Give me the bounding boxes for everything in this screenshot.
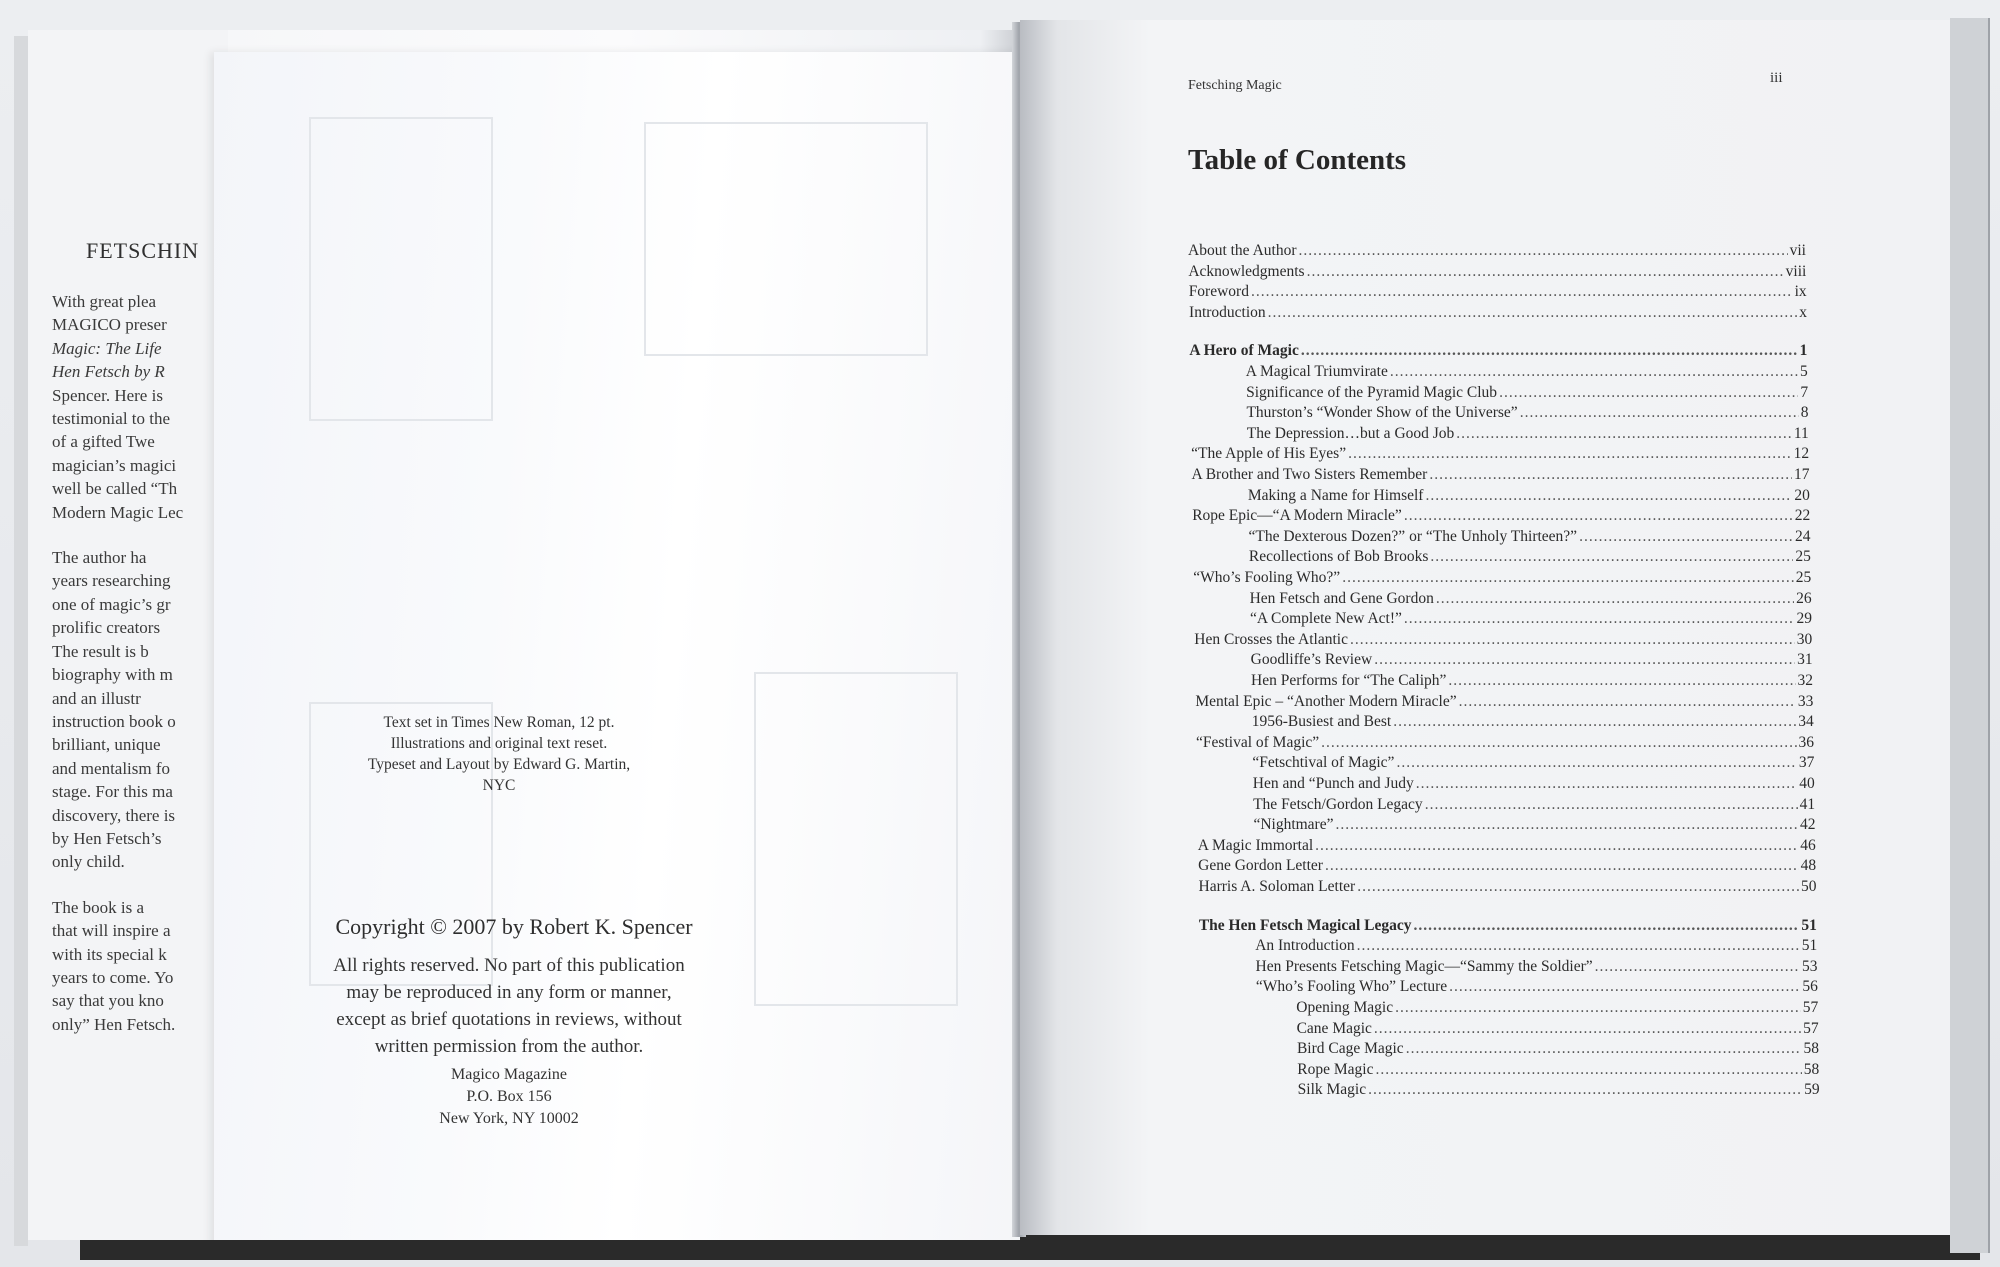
toc-entry-page: 34 [1798,713,1814,731]
toc-entry-title: An Introduction [1255,937,1355,955]
right-page [1020,20,1950,1235]
toc-leader-dots [1404,507,1793,525]
toc-leader-dots [1416,775,1798,793]
publisher-line: Magico Magazine [451,1066,567,1083]
toc-entry-page: 1 [1799,342,1808,360]
toc-entry-page: 57 [1803,1019,1819,1037]
toc-leader-dots [1430,548,1793,566]
toc-entry-page: 56 [1802,978,1818,996]
toc-leader-dots [1395,999,1801,1017]
toc-entry-page: 37 [1798,754,1815,772]
toc-leader-dots [1368,1081,1802,1099]
toc-leader-dots [1348,445,1792,463]
toc-leader-dots [1459,693,1796,711]
underlying-line: well be called “Th [52,479,178,499]
toc-entry-page: 53 [1802,957,1818,975]
toc-entry-title: Harris A. Soloman Letter [1198,878,1356,895]
toc-entry-page: 51 [1801,937,1818,955]
toc-entry-page: 59 [1804,1081,1820,1099]
toc-entry [1253,775,1815,796]
toc-entry-page: 57 [1802,999,1819,1016]
toc-entry [1193,569,1811,590]
underlying-line: Spencer. Here is [52,385,163,405]
toc-entry-title: Hen Performs for “The Caliph” [1251,672,1447,689]
rights-line: written permission from the author. [374,1036,644,1057]
toc-entry-page: 25 [1795,548,1811,566]
rights-line: except as brief quotations in reviews, without [336,1009,682,1030]
toc-entry-title: Hen Fetsch and Gene Gordon [1249,589,1434,607]
toc-entry-page: 31 [1797,651,1813,669]
toc-entry-page: 29 [1796,610,1812,628]
toc-entry-page: viii [1785,262,1807,280]
toc-entry-page: 58 [1803,1060,1820,1078]
toc-entry-title: The Hen Fetsch Magical Legacy [1198,916,1412,934]
toc-entry [1192,466,1810,487]
toc-leader-dots [1335,816,1797,834]
toc-entry-title: “Who’s Fooling Who” Lecture [1255,978,1448,996]
toc-entry-page: 8 [1800,404,1809,422]
toc-entry-title: Acknowledgments [1188,262,1305,280]
underlying-line: Modern Magic Lec [52,502,184,522]
toc-entry [1192,507,1810,528]
toc-entry [1246,363,1808,384]
colophon-line: Text set in Times New Roman, 12 pt. [383,714,615,731]
toc-leader-dots [1456,425,1792,443]
toc-entry [1253,816,1815,837]
toc-entry [1199,917,1817,938]
toc-entry-page: 30 [1796,630,1813,648]
toc-entry [1297,1020,1819,1041]
toc-entry [1249,528,1811,549]
toc-entry-title: About the Author [1188,242,1297,259]
toc-title: Table of Contents [1188,144,1407,176]
toc-entry-title: Thurston’s “Wonder Show of the Universe” [1246,404,1518,422]
toc-leader-dots [1449,978,1800,996]
underlying-line: with its special k [52,944,167,964]
publisher-line: New York, NY 10002 [439,1110,579,1127]
toc-entry [1196,734,1814,755]
book-cover-edge-left [14,36,28,1246]
toc-leader-dots [1404,610,1795,628]
toc-entry-page: 7 [1800,383,1809,401]
toc-leader-dots [1595,958,1800,976]
toc-entry-title: Rope Magic [1297,1060,1374,1078]
toc-entry [1247,425,1809,446]
page-number: iii [1770,70,1783,86]
toc-entry [1191,445,1809,466]
toc-leader-dots [1299,242,1788,260]
toc-entry-title: “The Dexterous Dozen?” or “The Unholy Thirteen?” [1248,527,1578,545]
toc-leader-dots [1350,631,1795,649]
show-through-illustration [754,672,958,1006]
toc-entry-title: Cane Magic [1296,1019,1372,1037]
toc-leader-dots [1342,569,1794,587]
underlying-line: The author ha [52,548,147,568]
toc-entry-page: 22 [1794,507,1811,525]
toc-leader-dots [1429,466,1792,484]
toc-leader-dots [1251,283,1793,301]
underlying-line: The result is b [52,641,149,661]
underlying-line: of a gifted Twe [52,432,155,452]
toc-leader-dots [1520,404,1799,422]
underlying-line: instruction book o [52,711,176,731]
toc-leader-dots [1436,590,1794,608]
toc-entry-title: Significance of the Pyramid Magic Club [1246,383,1498,401]
toc-entry [1195,693,1813,714]
toc-entry [1250,590,1812,611]
underlying-line: testimonial to the [52,409,171,429]
toc-entry-title: “The Apple of His Eyes” [1191,445,1347,463]
underlying-line: stage. For this ma [52,782,173,802]
toc-leader-dots [1406,1040,1802,1058]
rights-statement [314,952,704,1060]
toc-entry-title: Bird Cage Magic [1296,1040,1404,1058]
toc-entry-title: Introduction [1189,303,1266,321]
toc-entry-title: Hen Crosses the Atlantic [1194,630,1348,648]
toc-leader-dots [1315,837,1798,855]
toc-entry [1296,999,1818,1020]
toc-entry-page: 26 [1796,589,1812,607]
toc-leader-dots [1325,857,1799,875]
toc-entry-title: The Fetsch/Gordon Legacy [1253,795,1423,813]
underlying-line: The book is a [52,897,145,917]
toc-entry [1256,978,1818,999]
toc-leader-dots [1374,1020,1801,1038]
underlying-page [28,30,228,1240]
toc-entry [1189,342,1807,363]
toc-entry-page: 41 [1799,795,1816,813]
book-cover-edge-right [1950,18,1990,1253]
show-through-illustration [644,122,928,356]
rights-line: may be reproduced in any form or manner, [346,982,672,1003]
publisher-address [394,1064,624,1130]
underlying-line: discovery, there is [52,805,176,825]
toc-entry [1188,242,1806,263]
toc-entry-page: 58 [1803,1040,1819,1058]
toc-leader-dots [1376,1061,1802,1079]
underlying-line: biography with m [52,665,173,685]
toc-entry [1246,404,1808,425]
toc-leader-dots [1393,713,1796,731]
toc-entry-title: “Festival of Magic” [1196,733,1320,751]
toc-entry [1194,631,1812,652]
toc-entry-title: Recollections of Bob Brooks [1248,548,1429,566]
toc-entry-page: 40 [1799,775,1815,792]
toc-entry [1189,304,1807,325]
toc-entry-page: 51 [1801,916,1817,934]
toc-entry-title: Hen Presents Fetsching Magic—“Sammy the Soldier” [1255,957,1593,975]
toc-entry [1297,1061,1819,1082]
toc-entry [1298,1081,1820,1102]
toc-entry-title: “Nightmare” [1253,816,1334,834]
underlying-line: by Hen Fetsch’s [52,828,162,848]
show-through-illustration [309,117,493,421]
underlying-line: and mentalism fo [52,758,171,778]
toc-entry-page: 36 [1798,733,1815,751]
underlying-page-title: FETSCHIN [86,238,200,263]
toc-leader-dots [1499,384,1798,402]
toc-entry-title: Making a Name for Himself [1247,486,1424,504]
underlying-line: brilliant, unique [52,735,161,755]
toc-entry-title: “Fetschtival of Magic” [1252,754,1395,772]
underlying-line: With great plea [52,292,157,311]
copyright-notice: Copyright © 2007 by Robert K. Spencer [335,914,693,939]
toc-leader-dots [1321,734,1796,752]
toc-entry [1255,937,1817,958]
toc-entry-title: A Magic Immortal [1197,836,1314,854]
toc-entry-page: 17 [1794,466,1810,483]
toc-leader-dots [1425,796,1798,814]
colophon-line: Illustrations and original text reset. [390,735,608,752]
toc-entry-title: Opening Magic [1296,999,1394,1016]
toc-entry-title: A Magical Triumvirate [1245,363,1388,380]
toc-entry-page: 20 [1794,486,1810,504]
toc-entry-page: vii [1789,242,1806,259]
toc-entry-page: 24 [1795,527,1811,545]
toc-entry-page: x [1799,303,1808,321]
underlying-line: say that you kno [52,991,164,1011]
colophon [354,712,644,796]
toc-entry [1199,878,1817,899]
toc-leader-dots [1396,754,1796,772]
toc-entry-title: Mental Epic – “Another Modern Miracle” [1195,692,1457,710]
toc-entry [1198,857,1816,878]
running-head: Fetsching Magic [1188,78,1282,93]
toc-entry-page: 12 [1793,445,1810,463]
toc-leader-dots [1357,878,1799,896]
rights-line: All rights reserved. No part of this publication [333,955,685,976]
toc-entry [1188,263,1806,284]
toc-leader-dots [1448,672,1795,690]
toc-entry-title: Silk Magic [1297,1081,1367,1099]
toc-leader-dots [1307,263,1784,281]
toc-entry-title: 1956-Busiest and Best [1251,713,1392,731]
underlying-line: MAGICO preser [52,315,167,335]
colophon-line: Typeset and Layout by Edward G. Martin, NYC [367,756,631,794]
toc-entry-title: Foreword [1188,283,1249,301]
toc-entry-title: Hen and “Punch and Judy [1252,775,1414,792]
toc-entry-page: 46 [1800,836,1816,854]
toc-entry-title: Gene Gordon Letter [1198,857,1323,875]
toc-entry-page: 42 [1799,816,1816,834]
toc-entry-page: ix [1794,283,1807,301]
toc-entry [1248,487,1810,508]
toc-entry-title: Rope Epic—“A Modern Miracle” [1192,507,1402,525]
toc-entry-page: 32 [1797,672,1813,689]
underlying-line: and an illustr [52,688,141,708]
underlying-line: years researching [52,571,171,591]
toc-entry-page: 50 [1801,878,1817,895]
toc-entry-title: A Hero of Magic [1189,342,1299,360]
toc-entry-page: 48 [1800,857,1817,875]
toc-entry [1189,283,1807,304]
publisher-line: P.O. Box 156 [466,1088,552,1105]
toc-leader-dots [1390,363,1798,381]
toc-entry-page: 5 [1800,363,1808,380]
toc-leader-dots [1374,651,1795,669]
toc-entry-page: 25 [1795,569,1812,586]
underlying-line: only” Hen Fetsch. [52,1014,176,1034]
left-page [28,30,1020,1240]
toc-entry [1297,1040,1819,1061]
toc-entry [1250,610,1812,631]
toc-entry [1251,672,1813,693]
toc-entry [1252,713,1814,734]
toc-entry [1251,651,1813,672]
underlying-line: that will inspire a [52,921,171,941]
toc-entry-title: A Brother and Two Sisters Remember [1191,466,1428,483]
underlying-line: only child. [52,852,125,872]
underlying-line: Hen Fetsch by R [52,362,165,382]
underlying-line: one of magic’s gr [52,594,171,614]
toc-leader-dots [1268,304,1798,322]
toc-leader-dots [1414,917,1800,935]
toc-entry-title: “A Complete New Act!” [1249,610,1402,628]
toc-leader-dots [1301,342,1798,360]
underlying-line: years to come. Yo [52,967,174,987]
toc-entry [1246,384,1808,405]
toc-leader-dots [1425,487,1792,505]
toc-entry-title: The Depression…but a Good Job [1246,424,1455,442]
toc-entry [1253,796,1815,817]
underlying-line: magician’s magici [52,455,177,475]
toc-entry [1256,958,1818,979]
underlying-line: prolific creators [52,618,161,638]
toc-entry [1198,837,1816,858]
toc-leader-dots [1357,937,1800,955]
toc-entry [1249,548,1811,569]
copyright-page [214,52,1020,1240]
toc-entry-page: 11 [1793,424,1809,442]
toc-entry-title: Goodliffe’s Review [1250,651,1373,669]
underlying-line: Magic: The Life [52,338,162,358]
toc-entry [1252,754,1814,775]
toc-entry-page: 33 [1797,692,1814,710]
toc-entry-title: “Who’s Fooling Who?” [1193,569,1341,586]
toc-leader-dots [1579,528,1793,546]
